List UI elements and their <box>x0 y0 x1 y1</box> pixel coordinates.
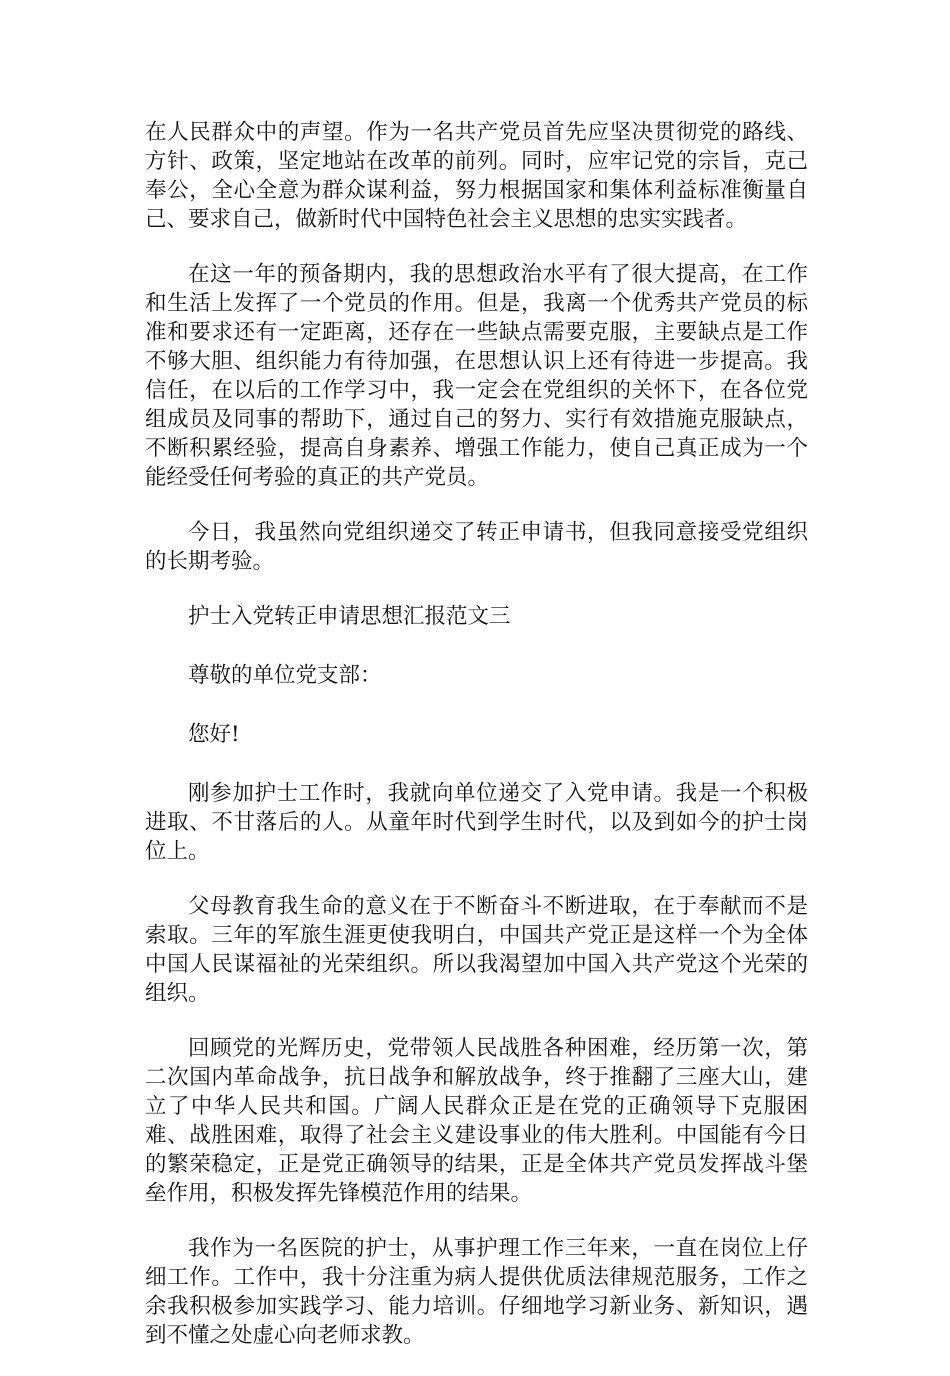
paragraph-self-assessment: 在这一年的预备期内，我的思想政治水平有了很大提高，在工作和生活上发挥了一个党员的作用。但是，我离一个优秀共产党员的标准和要求还有一定距离，还存在一些缺点需要克服，主要缺点是工作不够大胆、组织能力有待加强，在思想认识上还有待进一步提高。我信任，在以后的工作学习中，我一定会在党组织的关怀下，在各位党组成员及同事的帮助下，通过自己的努力、实行有效措施克服缺点，不断积累经验，提高自身素养、增强工作能力，使自己真正成为一个能经受任何考验的真正的共产党员。 <box>145 262 808 490</box>
paragraph-party-history: 回顾党的光辉历史，党带领人民战胜各种困难，经历第一次，第二次国内革命战争，抗日战争和解放战争，终于推翻了三座大山，建立了中华人民共和国。广阔人民群众正是在党的正确领导下克服困难、战胜困难，取得了社会主义建设事业的伟大胜利。中国能有今日的繁荣稳定，正是党正确领导的结果，正是全体共产党员发挥战斗堡垒作用，积极发挥先锋模范作用的结果。 <box>145 1036 808 1206</box>
paragraph-motivation: 父母教育我生命的意义在于不断奋斗不断进取，在于奉献而不是索取。三年的军旅生涯更使我明白，中国共产党正是这样一个为全体中国人民谋福祉的光荣组织。所以我渴望加中国入共产党这个光荣的组织。 <box>145 894 808 1006</box>
paragraph-work: 我作为一名医院的护士，从事护理工作三年来，一直在岗位上仔细工作。工作中，我十分注重为病人提供优质法律规范服务，工作之余我积极参加实践学习、能力培训。仔细地学习新业务、新知识，遇到不懂之处虚心向老师求教。 <box>145 1236 808 1348</box>
greeting: 您好! <box>188 722 240 747</box>
document-page <box>145 118 808 1376</box>
section-heading: 护士入党转正申请思想汇报范文三 <box>188 604 511 629</box>
salutation: 尊敬的单位党支部： <box>188 663 382 688</box>
paragraph-background: 刚参加护士工作时，我就向单位递交了入党申请。我是一个积极进取、不甘落后的人。从童年时代到学生时代，以及到如今的护士岗位上。 <box>145 781 808 864</box>
paragraph-application-statement: 今日，我虽然向党组织递交了转正申请书，但我同意接受党组织的长期考验。 <box>145 520 808 574</box>
paragraph-continuation: 在人民群众中的声望。作为一名共产党员首先应坚决贯彻党的路线、方针、政策，坚定地站在改革的前列。同时，应牢记党的宗旨，克己奉公，全心全意为群众谋利益，努力根据国家和集体利益标准衡量自己、要求自己，做新时代中国特色社会主义思想的忠实实践者。 <box>145 120 808 232</box>
